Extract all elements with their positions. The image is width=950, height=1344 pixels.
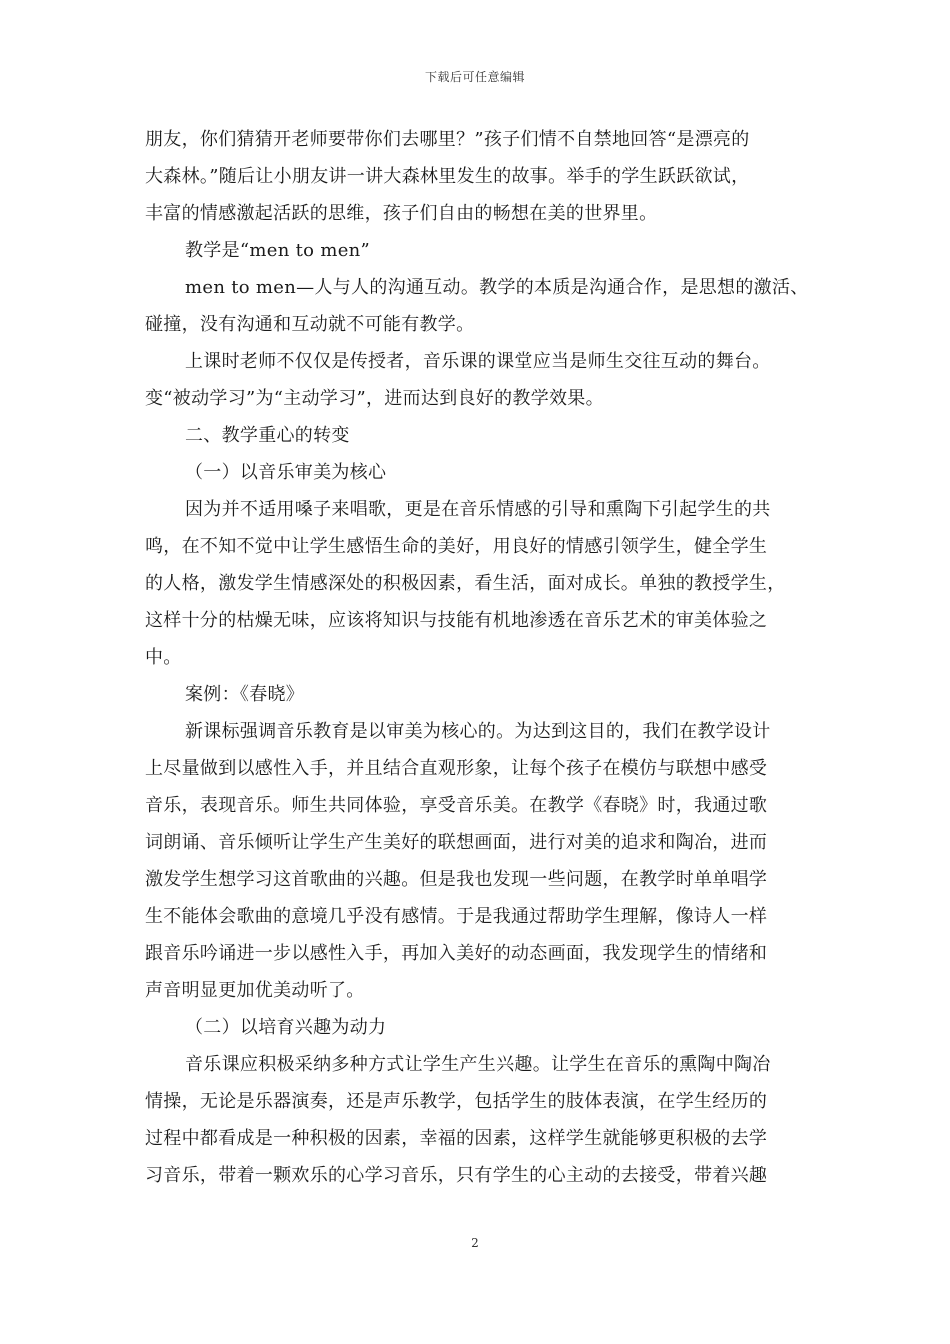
text-line: 生不能体会歌曲的意境几乎没有感情。于是我通过帮助学生理解，像诗人一样 <box>145 906 768 927</box>
page-number: 2 <box>471 1236 479 1250</box>
text-line: 声音明显更加优美动听了。 <box>145 980 365 1001</box>
text-line: 大森林。”随后让小朋友讲一讲大森林里发生的故事。举手的学生跃跃欲试， <box>145 166 750 187</box>
text-line: 丰富的情感激起活跃的思维，孩子们自由的畅想在美的世界里。 <box>145 203 658 224</box>
text-line: 新课标强调音乐教育是以审美为核心的。为达到这目的，我们在教学设计 <box>185 721 771 742</box>
text-line: 上课时老师不仅仅是传授者，音乐课的课堂应当是师生交往互动的舞台。 <box>185 351 771 372</box>
text-line: （二）以培育兴趣为动力 <box>185 1017 387 1038</box>
text-line: 教学是“men to men” <box>185 240 371 261</box>
text-line: 的人格，激发学生情感深处的积极因素，看生活，面对成长。单独的教授学生， <box>145 573 786 594</box>
text-line: 习音乐，带着一颗欢乐的心学习音乐，只有学生的心主动的去接受，带着兴趣 <box>145 1165 768 1186</box>
text-line: 激发学生想学习这首歌曲的兴趣。但是我也发现一些问题，在教学时单单唱学 <box>145 869 768 890</box>
text-line: 音乐课应积极采纳多种方式让学生产生兴趣。让学生在音乐的熏陶中陶冶 <box>185 1054 771 1075</box>
text-line: 碰撞，没有沟通和互动就不可能有教学。 <box>145 314 475 335</box>
text-line: 词朗诵、音乐倾听让学生产生美好的联想画面，进行对美的追求和陶冶，进而 <box>145 832 768 853</box>
text-line: 这样十分的枯燥无味，应该将知识与技能有机地渗透在音乐艺术的审美体验之 <box>145 610 768 631</box>
page-header: 下载后可任意编辑 <box>424 70 525 84</box>
text-line: 音乐，表现音乐。师生共同体验，享受音乐美。在教学《春晓》时，我通过歌 <box>145 795 768 816</box>
text-line: （一）以音乐审美为核心 <box>185 462 387 483</box>
text-line: 朋友，你们猜猜开老师要带你们去哪里？”孩子们情不自禁地回答“是漂亮的 <box>145 129 750 150</box>
text-line: men to men—人与人的沟通互动。教学的本质是沟通合作，是思想的激活、 <box>185 277 809 298</box>
text-line: 鸣，在不知不觉中让学生感悟生命的美好，用良好的情感引领学生，健全学生 <box>145 536 768 557</box>
text-line: 上尽量做到以感性入手，并且结合直观形象，让每个孩子在模仿与联想中感受 <box>145 758 768 779</box>
text-line: 变“被动学习”为“主动学习”，进而达到良好的教学效果。 <box>145 388 604 409</box>
text-line: 跟音乐吟诵进一步以感性入手，再加入美好的动态画面，我发现学生的情绪和 <box>145 943 768 964</box>
document-body <box>145 121 817 1194</box>
text-line: 情操，无论是乐器演奏，还是声乐教学，包括学生的肢体表演，在学生经历的 <box>145 1091 768 1112</box>
text-line: 案例：《春晓》 <box>185 684 305 705</box>
text-line: 过程中都看成是一种积极的因素，幸福的因素，这样学生就能够更积极的去学 <box>145 1128 768 1149</box>
text-line: 中。 <box>145 647 182 668</box>
text-line: 因为并不适用嗓子来唱歌，更是在音乐情感的引导和熏陶下引起学生的共 <box>185 499 771 520</box>
text-line: 二、教学重心的转变 <box>185 425 350 446</box>
